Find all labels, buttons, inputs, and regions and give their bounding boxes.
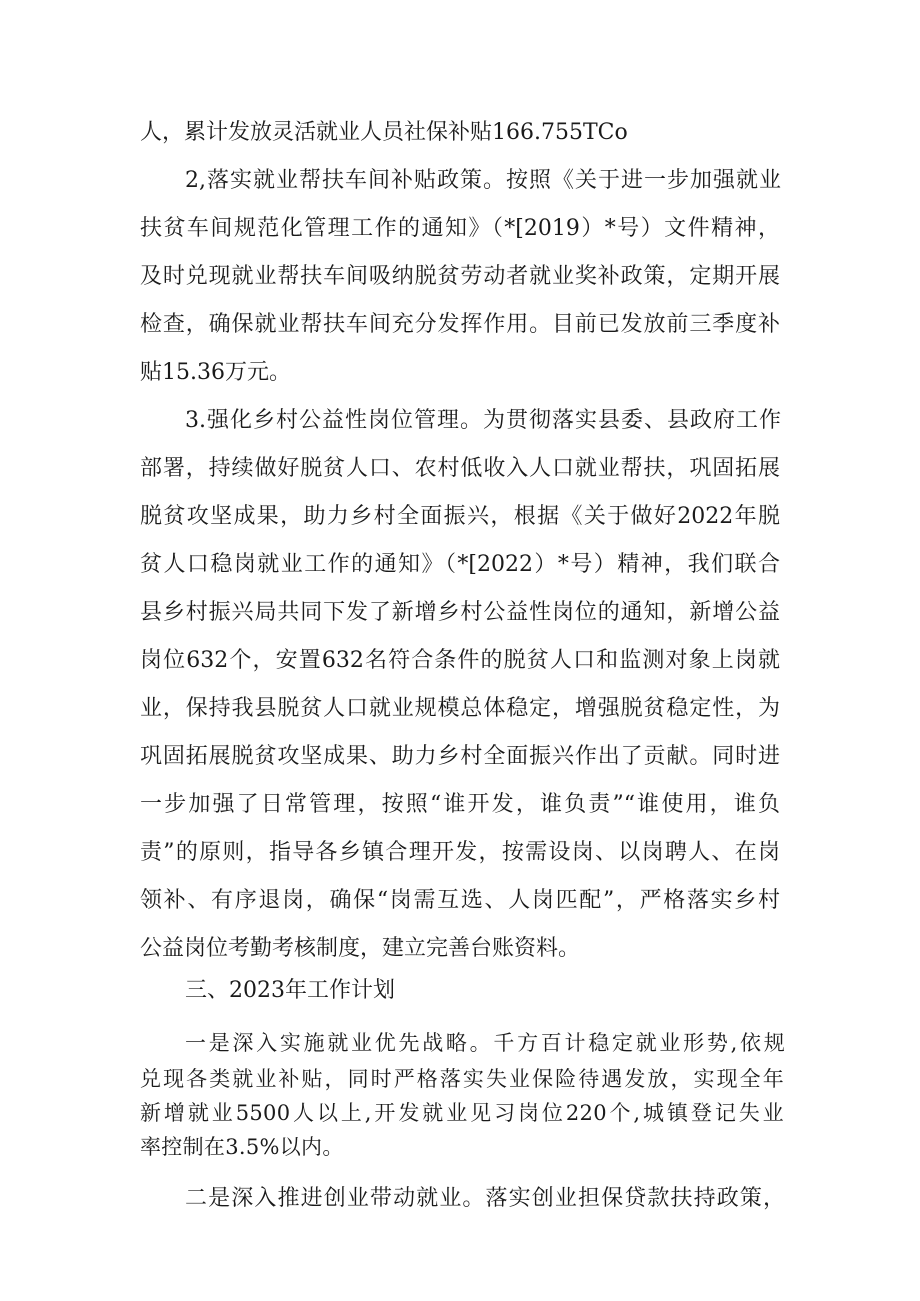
text-line-7: 3.强化乡村公益性岗位管理。为贯彻落实县委、县政府工作 [185, 408, 781, 433]
text-line-8: 部署，持续做好脱贫人口、农村低收入人口就业帮扶，巩固拓展 [140, 456, 780, 481]
text-line-10: 贫人口稳岗就业工作的通知》（*[2022）*号）精神，我们联合 [140, 552, 780, 577]
text-line-3: 扶贫车间规范化管理工作的通知》（*[2019）*号）文件精神， [140, 216, 780, 241]
text-line-4: 及时兑现就业帮扶车间吸纳脱贫劳动者就业奖补政策，定期开展 [140, 264, 780, 289]
text-line-14: 巩固拓展脱贫攻坚成果、助力乡村全面振兴作出了贡献。同时进 [140, 744, 780, 769]
text-line-1: 人，累计发放灵活就业人员社保补贴166.755TCo [140, 120, 628, 145]
text-line-19: 一是深入实施就业优先战略。千方百计稳定就业形势,依规 [185, 1031, 785, 1055]
text-line-5: 检查，确保就业帮扶车间充分发挥作用。目前已发放前三季度补 [140, 312, 780, 337]
text-line-15: 一步加强了日常管理，按照“谁开发，谁负责”“谁使用，谁负 [140, 792, 780, 817]
text-line-21: 新增就业5500人以上,开发就业见习岗位220个,城镇登记失业 [140, 1101, 784, 1125]
text-line-20: 兑现各类就业补贴，同时严格落实失业保险待遇发放，实现全年 [140, 1067, 784, 1091]
text-line-17: 领补、有序退岗，确保“岗需互选、人岗匹配”，严格落实乡村 [140, 888, 780, 913]
text-line-22: 率控制在3.5%以内。 [140, 1135, 344, 1159]
text-line-12: 岗位632个，安置632名符合条件的脱贫人口和监测对象上岗就 [140, 648, 780, 673]
text-line-9: 脱贫攻坚成果，助力乡村全面振兴，根据《关于做好2022年脱 [140, 504, 780, 529]
text-line-6: 贴15.36万元。 [140, 360, 291, 385]
text-line-23: 二是深入推进创业带动就业。落实创业担保贷款扶持政策， [185, 1186, 785, 1211]
section-heading: 三、2023年工作计划 [185, 978, 395, 1003]
text-line-2: 2,落实就业帮扶车间补贴政策。按照《关于进一步加强就业 [185, 168, 781, 193]
text-line-18: 公益岗位考勤考核制度，建立完善台账资料。 [140, 936, 581, 961]
text-line-13: 业，保持我县脱贫人口就业规模总体稳定，增强脱贫稳定性，为 [140, 696, 780, 721]
text-line-16: 责”的原则，指导各乡镇合理开发，按需设岗、以岗聘人、在岗 [140, 840, 780, 865]
text-line-11: 县乡村振兴局共同下发了新增乡村公益性岗位的通知，新增公益 [140, 600, 780, 625]
